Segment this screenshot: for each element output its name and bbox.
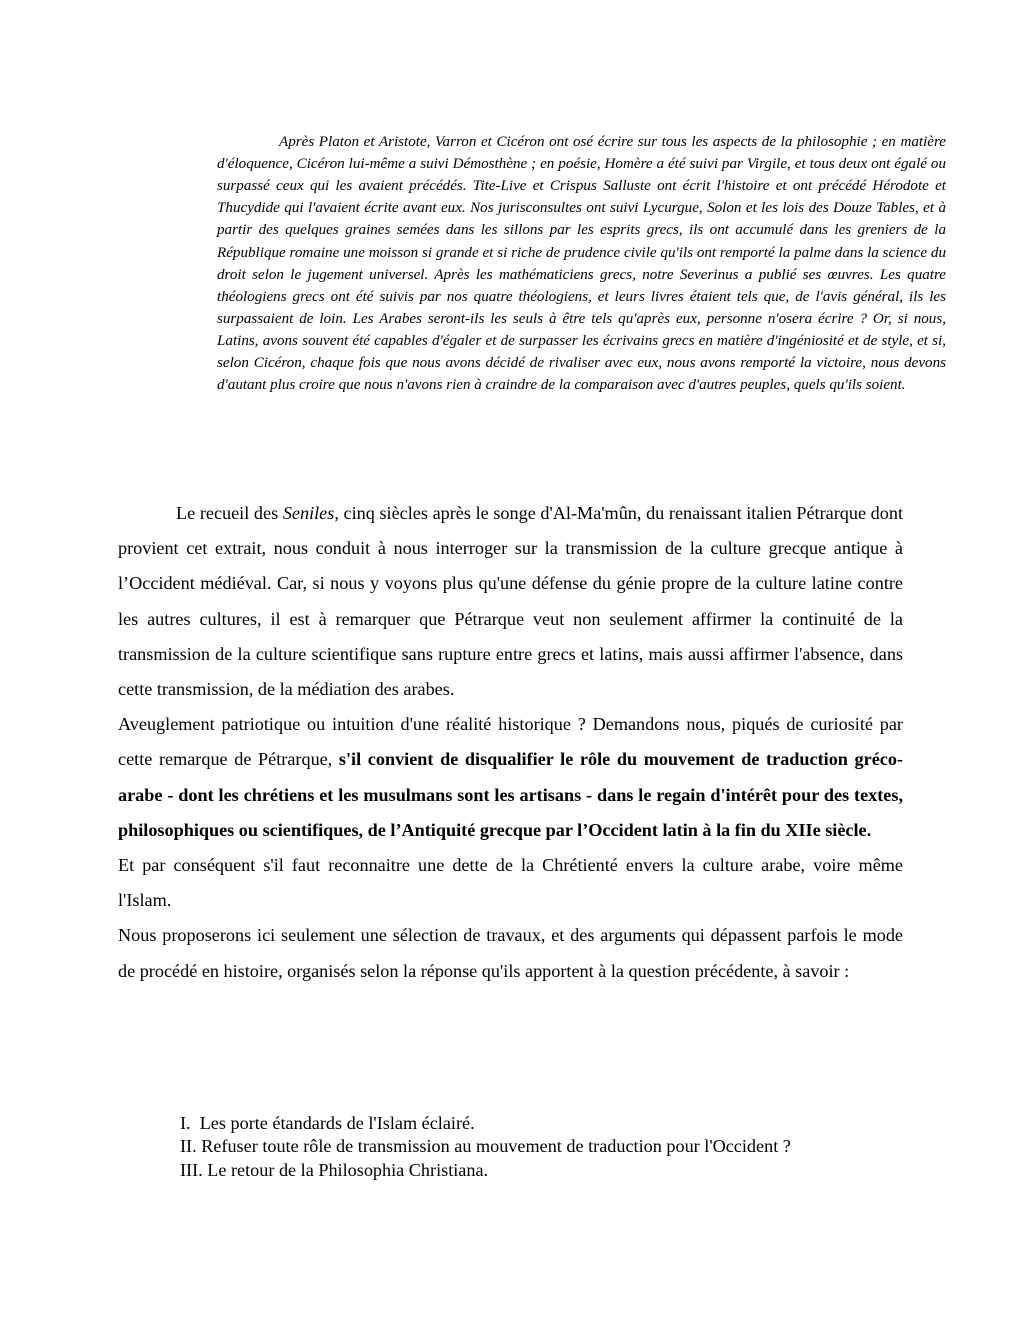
research-question-emphasis: s'il convient de disqualifier le rôle du mouvement de traduction gréco-arabe - dont les chrétiens et les musulmans sont les artisans - dans le regain d'intérêt pour des textes, philosophiques ou scientifiques, de l’Antiquité grecque par l’Occident latin à la fin du XIIe siècle. bbox=[118, 749, 903, 840]
paragraph-2-lead: Aveuglement patriotique ou intuition d'une réalité historique ? Demandons nous, piqués de curiosité par cette remarque de Pétrarque, bbox=[118, 714, 903, 770]
paragraph-1 bbox=[118, 496, 903, 707]
paragraph-2 bbox=[118, 707, 903, 848]
block-quote bbox=[217, 131, 946, 396]
outline-list bbox=[180, 1112, 900, 1182]
list-item: I. Les porte étandards de l'Islam éclairé. bbox=[180, 1113, 475, 1133]
paragraph-1-rest: , cinq siècles après le songe d'Al-Ma'mûn, du renaissant italien Pétrarque dont provient cet extrait, nous conduit à nous interroger sur la transmission de la culture grecque antique à l’Occident médiéval. Car, si nous y voyons plus qu'une défense du génie propre de la culture latine contre les autres cultures, il est à remarquer que Pétrarque veut non seulement affirmer la continuité de la transmission de la culture scientifique sans rupture entre grecs et latins, mais aussi affirmer l'absence, dans cette transmission, de la médiation des arabes. bbox=[118, 503, 903, 700]
block-quote-text: Après Platon et Aristote, Varron et Cicéron ont osé écrire sur tous les aspects de la philosophie ; en matière d'éloquence, Cicéron lui-même a suivi Démosthène ; en poésie, Homère a été suivi par Virgile, et tous deux ont égalé ou surpassé ceux qui les avaient précédés. Tite-Live et Crispus Salluste ont écrit l'histoire et ont précédé Hérodote et Thucydide qui l'avaient écrite avant eux. Nos jurisconsultes ont suivi Lycurgue, Solon et les lois des Douze Tables, et à partir des quelques graines semées dans les sillons par les esprits grecs, ils ont accumulé dans les greniers de la République romaine une moisson si grande et si riche de prudence civile qu'ils ont remporté la palme dans la science du droit selon le jugement universel. Après les mathématiciens grecs, notre Severinus a publié ses œuvres. Les quatre théologiens grecs ont été suivis par nos quatre théologiens, et leurs livres étaient tels que, de l'avis général, ils les surpassaient de loin. Les Arabes seront-ils les seuls à être tels qu'après eux, personne n'osera écrire ? Or, si nous, Latins, avons souvent été capables d'égaler et de surpasser les écrivains grecs en matière d'ingéniosité et de style, et si, selon Cicéron, chaque fois que nous avons décidé de rivaliser avec eux, nous avons remporté la victoire, nous devons d'autant plus croire que nous n'avons rien à craindre de la comparaison avec d'autres peuples, quels qu'ils soient. bbox=[217, 134, 946, 394]
work-title-seniles: Seniles bbox=[282, 503, 335, 523]
paragraph-1-lead: Le recueil des bbox=[176, 503, 283, 523]
list-item: II. Refuser toute rôle de transmission au mouvement de traduction pour l'Occident ? bbox=[180, 1136, 791, 1157]
paragraph-3: Et par conséquent s'il faut reconnaitre une dette de la Chrétienté envers la culture arabe, voire même l'Islam. bbox=[118, 855, 903, 911]
list-item: III. Le retour de la Philosophia Christiana. bbox=[180, 1159, 489, 1180]
body-text bbox=[118, 496, 903, 989]
paragraph-4: Nous proposerons ici seulement une sélection de travaux, et des arguments qui dépassent parfois le mode de procédé en histoire, organisés selon la réponse qu'ils apportent à la question précédente, à savoir : bbox=[118, 925, 903, 981]
